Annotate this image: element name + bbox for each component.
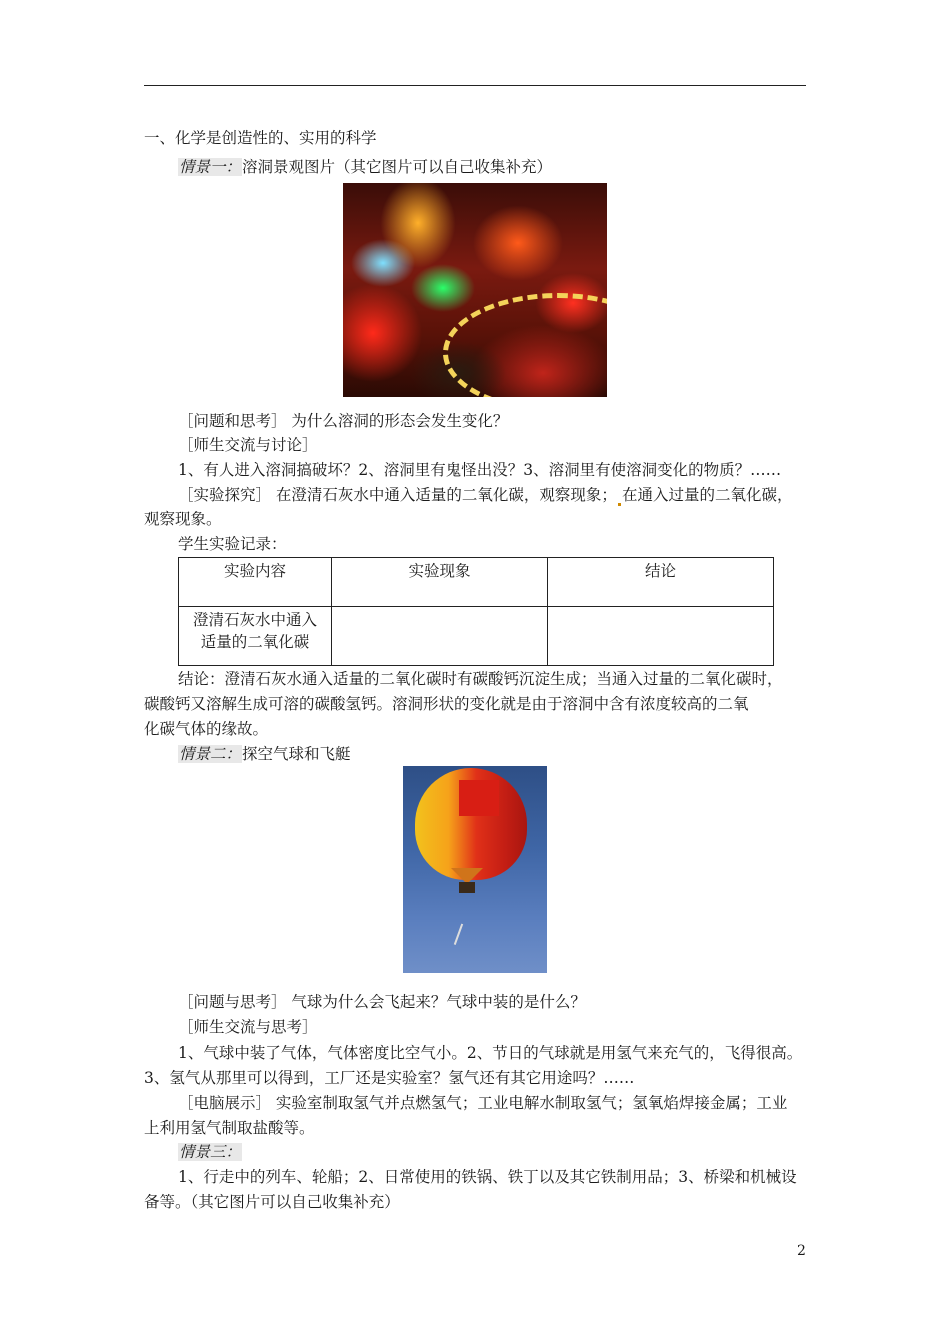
answers-2-line-2: 3、氢气从那里可以得到，工厂还是实验室？氢气还有其它用途吗？…… <box>144 1069 635 1087</box>
record-title: 学生实验记录： <box>178 535 287 553</box>
mark-dot <box>618 503 621 506</box>
table-header-phenomenon: 实验现象 <box>332 558 548 607</box>
question-1: ［问题和思考］ 为什么溶洞的形态会发生变化？ <box>178 412 509 430</box>
scene1-line <box>178 156 552 178</box>
section-heading: 一、化学是创造性的、实用的科学 <box>144 129 377 147</box>
table-header-row <box>179 558 774 607</box>
table-cell-conclusion <box>548 607 774 666</box>
experiment-record-table <box>178 557 774 666</box>
experiment-c: 观察现象。 <box>144 510 222 528</box>
scene2-line <box>178 743 351 765</box>
parachutist <box>454 924 478 951</box>
scene2-text: 探空气球和飞艇 <box>242 745 351 763</box>
question-2: ［问题与思考］ 气球为什么会飞起来？气球中装的是什么？ <box>178 993 586 1011</box>
table-cell-phenomenon <box>332 607 548 666</box>
scene1-label: 情景一： <box>179 158 242 176</box>
conclusion-line-3: 化碳气体的缘故。 <box>144 720 269 738</box>
header-rule <box>144 85 806 86</box>
table-cell-content <box>179 607 332 666</box>
scene3-line <box>178 1141 242 1163</box>
cell-line-2: 适量的二氧化碳 <box>200 633 310 652</box>
answers-1: 1、有人进入溶洞搞破坏？2、溶洞里有鬼怪出没？3、溶洞里有使溶洞变化的物质？…… <box>178 461 782 479</box>
table-header-content: 实验内容 <box>179 558 332 607</box>
discussion-1: ［师生交流与讨论］ <box>178 436 318 454</box>
balloon-image <box>403 766 547 973</box>
conclusion-line-1: 结论：澄清石灰水通入适量的二氧化碳时有碳酸钙沉淀生成；当通入过量的二氧化碳时， <box>178 670 783 688</box>
table-row <box>179 607 774 666</box>
scene2-label: 情景二： <box>179 745 242 763</box>
computer-line-1: ［电脑展示］ 实验室制取氢气并点燃氢气；工业电解水制取氢气；氢氧焰焊接金属；工业 <box>178 1094 788 1112</box>
experiment-b: 在通入过量的二氧化碳， <box>621 486 793 504</box>
computer-line-2: 上利用氢气制取盐酸等。 <box>144 1119 315 1137</box>
discussion-2: ［师生交流与思考］ <box>178 1018 318 1036</box>
flag-panel <box>459 780 499 816</box>
experiment-line <box>178 484 792 506</box>
answers-3-line-1: 1、行走中的列车、轮船；2、日常使用的铁锅、铁丁以及其它铁制用品；3、桥梁和机械设 <box>178 1168 797 1186</box>
scene1-text: 溶洞景观图片（其它图片可以自己收集补充） <box>242 158 553 176</box>
answers-3-line-2: 备等。（其它图片可以自己收集补充） <box>144 1193 400 1211</box>
cave-image <box>343 183 607 397</box>
table-header-conclusion: 结论 <box>548 558 774 607</box>
balloon-basket <box>459 882 475 893</box>
cell-line-1: 澄清石灰水中通入 <box>192 611 317 630</box>
cave-walkway <box>443 293 607 397</box>
answers-2-line-1: 1、气球中装了气体，气体密度比空气小。2、节日的气球就是用氢气来充气的，飞得很高。 <box>178 1044 803 1062</box>
scene3-label: 情景三： <box>179 1143 242 1161</box>
experiment-a: ［实验探究］ 在澄清石灰水中通入适量的二氧化碳，观察现象； <box>178 486 617 504</box>
page-number: 2 <box>797 1243 806 1259</box>
conclusion-line-2: 碳酸钙又溶解生成可溶的碳酸氢钙。溶洞形状的变化就是由于溶洞中含有浓度较高的二氧 <box>144 695 749 713</box>
